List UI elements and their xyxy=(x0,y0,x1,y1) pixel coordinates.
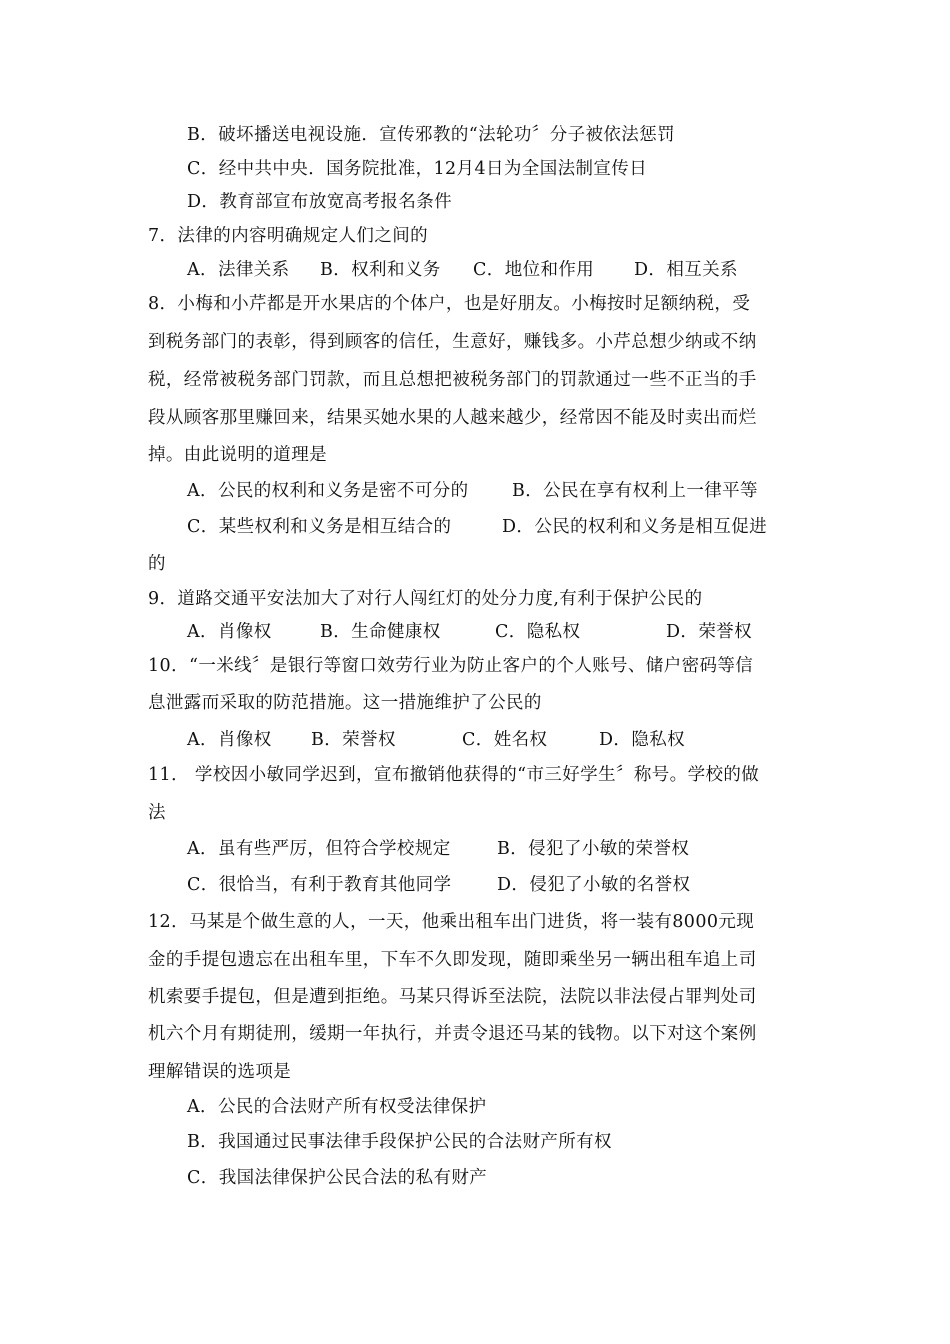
question-11-line-2: 法 xyxy=(148,803,166,823)
question-12-line-5: 理解错误的选项是 xyxy=(148,1062,292,1082)
q7-option-a: A．法律关系 xyxy=(187,260,290,280)
q9-option-c: C．隐私权 xyxy=(495,622,581,642)
q12-option-a: A．公民的合法财产所有权受法律保护 xyxy=(187,1097,487,1117)
option-line-c-prev: C．经中共中央．国务院批准，12月4日为全国法制宣传日 xyxy=(187,159,648,179)
question-8-line-4: 段从顾客那里赚回来，结果买她水果的人越来越少，经常因不能及时卖出而烂 xyxy=(148,408,757,428)
q7-option-b: B．权利和义务 xyxy=(320,260,441,280)
q12-option-b: B．我国通过民事法律手段保护公民的合法财产所有权 xyxy=(187,1132,612,1152)
q10-option-d: D．隐私权 xyxy=(599,730,686,750)
question-10-line-2: 息泄露而采取的防范措施。这一措施维护了公民的 xyxy=(148,693,542,713)
q11-option-a: A．虽有些严厉，但符合学校规定 xyxy=(187,839,451,859)
option-line-b-prev: B．破坏播送电视设施．宣传邪教的“法轮功〞分子被依法惩罚 xyxy=(187,125,676,145)
question-8-line-3: 税，经常被税务部门罚款，而且总想把被税务部门的罚款通过一些不正当的手 xyxy=(148,370,757,390)
q11-option-d: D．侵犯了小敏的名誉权 xyxy=(497,875,691,895)
q8-option-d: D．公民的权利和义务是相互促进 xyxy=(502,517,768,537)
question-11-line-1: 11． 学校因小敏同学迟到，宣布撤销他获得的“市三好学生〞称号。学校的做 xyxy=(148,765,760,785)
q8-option-c: C．某些权利和义务是相互结合的 xyxy=(187,517,452,537)
q9-option-d: D．荣誉权 xyxy=(666,622,753,642)
question-10-line-1: 10．“一米线〞是银行等窗口效劳行业为防止客户的个人账号、储户密码等信 xyxy=(148,656,754,676)
q12-option-c: C．我国法律保护公民合法的私有财产 xyxy=(187,1168,488,1188)
q7-option-d: D．相互关系 xyxy=(634,260,738,280)
q8-option-d-cont: 的 xyxy=(148,554,166,574)
question-12-line-3: 机索要手提包，但是遭到拒绝。马某只得诉至法院，法院以非法侵占罪判处司 xyxy=(148,987,757,1007)
q11-option-c: C．很恰当，有利于教育其他同学 xyxy=(187,875,452,895)
q7-option-c: C．地位和作用 xyxy=(473,260,595,280)
q10-option-c: C．姓名权 xyxy=(462,730,548,750)
option-line-d-prev: D．教育部宣布放宽高考报名条件 xyxy=(187,192,453,212)
question-12-line-1: 12．马某是个做生意的人，一天，他乘出租车出门进货，将一装有8000元现 xyxy=(148,912,755,932)
question-7: 7．法律的内容明确规定人们之间的 xyxy=(148,226,429,246)
question-12-line-4: 机六个月有期徒刑，缓期一年执行，并责令退还马某的钱物。以下对这个案例 xyxy=(148,1024,757,1044)
question-8-line-1: 8．小梅和小芹都是开水果店的个体户，也是好朋友。小梅按时足额纳税，受 xyxy=(148,294,751,314)
question-12-line-2: 金的手提包遗忘在出租车里，下车不久即发现，随即乘坐另一辆出租车追上司 xyxy=(148,950,757,970)
q8-option-b: B．公民在享有权利上一律平等 xyxy=(512,481,758,501)
q10-option-a: A．肖像权 xyxy=(187,730,272,750)
q10-option-b: B．荣誉权 xyxy=(311,730,396,750)
q9-option-b: B．生命健康权 xyxy=(320,622,441,642)
question-8-line-2: 到税务部门的表彰，得到顾客的信任，生意好，赚钱多。小芹总想少纳或不纳 xyxy=(148,332,757,352)
question-8-line-5: 掉。由此说明的道理是 xyxy=(148,445,327,465)
q8-option-a: A．公民的权利和义务是密不可分的 xyxy=(187,481,469,501)
q11-option-b: B．侵犯了小敏的荣誉权 xyxy=(497,839,690,859)
question-9: 9．道路交通平安法加大了对行人闯红灯的处分力度,有利于保护公民的 xyxy=(148,589,703,609)
q9-option-a: A．肖像权 xyxy=(187,622,272,642)
